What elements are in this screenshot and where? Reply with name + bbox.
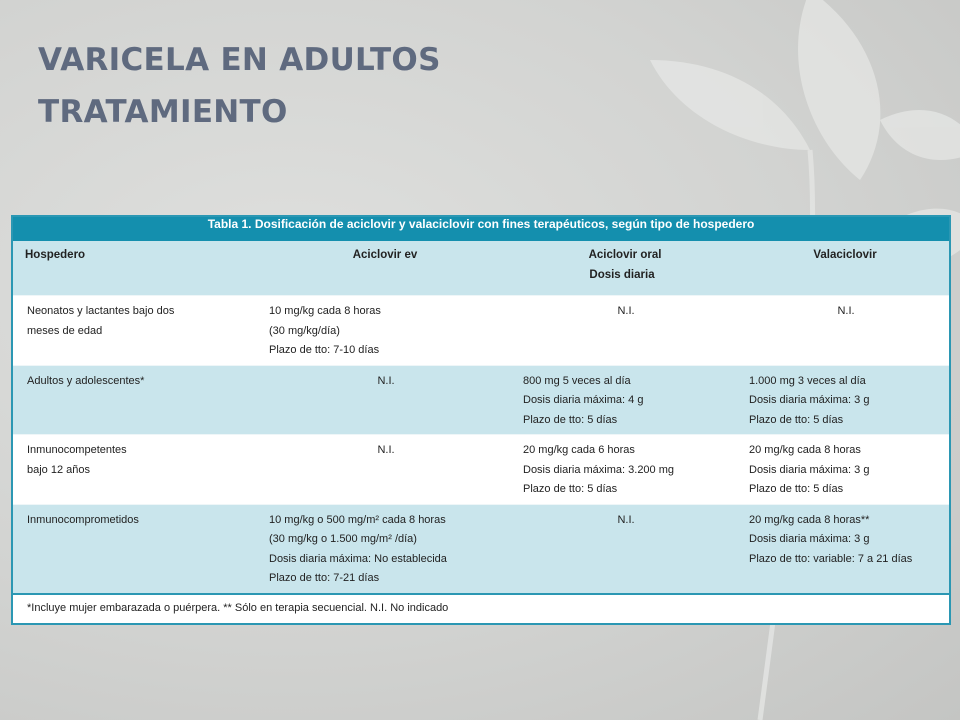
cell-line: Plazo de tto: variable: 7 a 21 días [749,552,913,565]
header-hospedero: Hospedero [13,241,255,267]
cell-line: Dosis diaria máxima: 3.200 mg [523,463,675,476]
title-line-1: VARICELA EN ADULTOS [38,42,441,78]
cell-line: N.I. [837,305,855,317]
cell-line: (30 mg/kg/día) [269,324,340,337]
cell-line: 20 mg/kg cada 8 horas [749,444,861,456]
subheader-empty [735,267,949,296]
cell-line: N.I. [377,444,395,456]
header-aciclovir-oral: Aciclovir oral [509,241,735,267]
cell-line: 800 mg 5 veces al día [523,374,631,387]
subheader-empty [255,267,509,296]
cell-aciclovir-ev [255,435,509,505]
page-title [38,34,441,138]
title-line-2: TRATAMIENTO [38,94,288,130]
cell-line: Dosis diaria máxima: 4 g [523,394,644,406]
cell-line: 10 mg/kg o 500 mg/m² cada 8 horas [269,513,446,526]
cell-line: Plazo de tto: 7-10 días [269,344,380,356]
cell-line: Plazo de tto: 5 días [749,483,844,495]
cell-valaciclovir [735,504,949,594]
cell-line: N.I. [617,305,635,317]
cell-hospedero [13,365,255,435]
cell-line: N.I. [617,513,635,526]
cell-line: Plazo de tto: 5 días [523,483,618,495]
cell-valaciclovir [735,435,949,505]
cell-line: 10 mg/kg cada 8 horas [269,305,381,317]
cell-line: Dosis diaria máxima: No establecida [269,552,447,565]
cell-line: Adultos y adolescentes* [27,374,145,387]
subheader-dosis-diaria: Dosis diaria [509,267,735,296]
cell-aciclovir-ev [255,504,509,594]
cell-line: 1.000 mg 3 veces al día [749,374,866,387]
dosing-table-container [11,215,951,625]
table-row [13,365,949,435]
cell-valaciclovir [735,365,949,435]
header-valaciclovir: Valaciclovir [735,241,949,267]
cell-hospedero [13,296,255,366]
cell-line: Dosis diaria máxima: 3 g [749,463,870,476]
table-row [13,435,949,505]
cell-line: meses de edad [27,324,103,337]
cell-hospedero [13,504,255,594]
cell-aciclovir-oral [509,296,735,366]
table-footnote: *Incluye mujer embarazada o puérpera. ** Sólo en terapia secuencial. N.I. No indicado [13,594,949,623]
cell-aciclovir-ev [255,365,509,435]
table-row [13,504,949,594]
cell-line: Inmunocompetentes [27,444,127,456]
cell-line: Neonatos y lactantes bajo dos [27,305,175,317]
subheader-row [13,267,949,296]
cell-line: Dosis diaria máxima: 3 g [749,533,870,545]
table-caption: Tabla 1. Dosificación de aciclovir y valaciclovir con fines terapéuticos, según tipo de hospedero [13,217,949,241]
cell-aciclovir-oral [509,504,735,594]
cell-line: Plazo de tto: 5 días [523,413,618,426]
cell-hospedero [13,435,255,505]
cell-line: bajo 12 años [27,463,90,476]
cell-line: Dosis diaria máxima: 3 g [749,394,870,406]
cell-aciclovir-oral [509,365,735,435]
cell-aciclovir-ev [255,296,509,366]
cell-valaciclovir [735,296,949,366]
cell-line: (30 mg/kg o 1.500 mg/m² /día) [269,533,417,545]
header-aciclovir-ev: Aciclovir ev [255,241,509,267]
cell-line: Plazo de tto: 7-21 días [269,572,380,584]
dosing-table [13,217,949,623]
cell-aciclovir-oral [509,435,735,505]
cell-line: Inmunocomprometidos [27,513,139,526]
header-row [13,241,949,267]
subheader-empty [13,267,255,296]
cell-line: 20 mg/kg cada 8 horas** [749,513,870,526]
cell-line: N.I. [377,374,395,387]
table-row [13,296,949,366]
cell-line: 20 mg/kg cada 6 horas [523,444,635,456]
cell-line: Plazo de tto: 5 días [749,413,844,426]
